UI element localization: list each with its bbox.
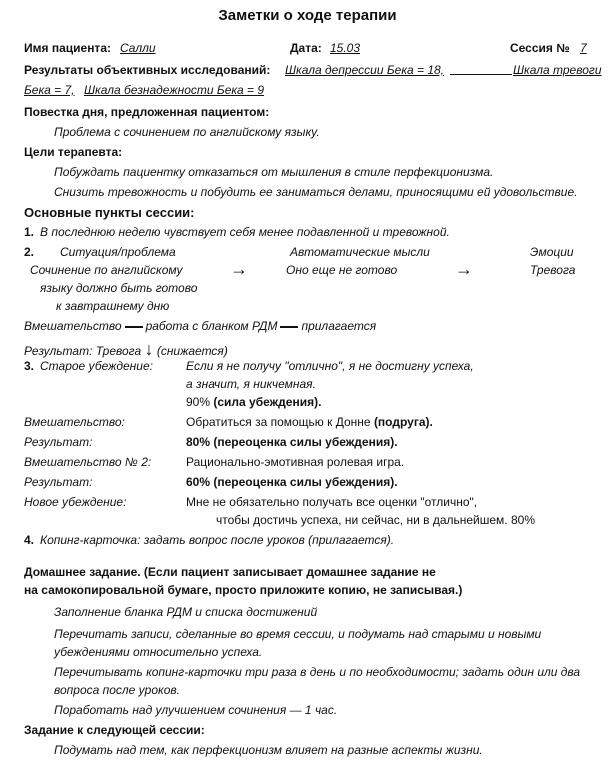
patient-label: Имя пациента: <box>24 41 111 55</box>
intervention-2-label: Вмешательство № 2: <box>24 455 152 469</box>
result-text: (снижается) <box>156 344 228 358</box>
point-1-text: В последнюю неделю чувствует себя менее подавленной и тревожной. <box>40 225 450 239</box>
date-label: Дата: <box>290 41 322 55</box>
intervention-line <box>24 320 376 332</box>
blank-line <box>450 64 512 77</box>
result-1-label: Результат: <box>24 435 93 449</box>
hopelessness-score: Шкала безнадежности Бека = 9 <box>84 83 265 97</box>
session-number: 7 <box>580 41 587 55</box>
session-label: Сессия № <box>510 41 570 55</box>
new-belief-line: чтобы достичь успеха, ни сейчас, ни в дальнейшем. 80% <box>216 513 535 527</box>
old-belief-strength: 90% <box>186 395 211 409</box>
new-belief-line: Мне не обязательно получать все оценки "отлично", <box>186 495 478 509</box>
homework-item: вопроса после уроков. <box>54 683 180 697</box>
goals-heading: Цели терапевта: <box>24 145 123 159</box>
intervention-1-line <box>186 416 433 428</box>
intervention-suffix: прилагается <box>301 319 377 333</box>
dash-icon <box>280 326 298 328</box>
emotions-header: Эмоции <box>530 245 574 259</box>
arrow-right-icon: → <box>230 259 248 279</box>
old-belief-line: а значит, я никчемная. <box>186 377 316 391</box>
new-belief-label: Новое убеждение: <box>24 495 127 509</box>
main-points-heading: Основные пункты сессии: <box>24 205 195 220</box>
result-1-text: 80% (переоценка силы убеждения). <box>186 435 398 449</box>
arrow-down-icon: ↓ <box>144 339 154 359</box>
intervention-1-note: (подруга). <box>373 415 433 429</box>
homework-item: Перечитать записи, сделанные во время сессии, и подумать над старыми и новыми <box>54 627 542 641</box>
point-number: 2. <box>24 245 35 259</box>
situation-header: Ситуация/проблема <box>60 245 176 259</box>
thoughts-header: Автоматические мысли <box>290 245 430 259</box>
homework-item: Перечитывать копинг-карточки три раза в день и по необходимости; задать один или два <box>54 665 581 679</box>
result-line <box>24 340 228 358</box>
dash-icon <box>125 326 143 328</box>
next-session-heading: Задание к следующей сессии: <box>24 723 205 737</box>
results-label: Результаты объективных исследований: <box>24 63 271 77</box>
situation-line: языку должно быть готово <box>40 281 198 295</box>
result-2-text: 60% (переоценка силы убеждения). <box>186 475 398 489</box>
intervention-1-label: Вмешательство: <box>24 415 125 429</box>
goal-item: Побуждать пациентку отказаться от мышления в стиле перфекционизма. <box>54 165 494 179</box>
page-title: Заметки о ходе терапии <box>218 7 397 24</box>
next-session-text: Подумать над тем, как перфекционизм влияет на разные аспекты жизни. <box>54 743 483 757</box>
agenda-text: Проблема с сочинением по английскому языку. <box>54 125 320 139</box>
anxiety-scale-label: Шкала тревоги <box>513 63 602 77</box>
intervention-text: работа с бланком РДМ <box>145 319 278 333</box>
homework-heading: Домашнее задание. (Если пациент записывает домашнее задание не <box>24 565 436 579</box>
automatic-thought: Оно еще не готово <box>286 263 398 277</box>
anxiety-score: Бека = 7, <box>24 83 75 97</box>
old-belief-strength-note: (сила убеждения). <box>213 395 322 409</box>
homework-item: Поработать над улучшением сочинения — 1 час. <box>54 703 338 717</box>
arrow-right-icon: → <box>455 259 473 279</box>
homework-item: убеждениями относительно успеха. <box>54 645 263 659</box>
intervention-label: Вмешательство <box>24 319 122 333</box>
old-belief-line: Если я не получу "отлично", я не достигну успеха, <box>186 359 474 373</box>
date-value: 15.03 <box>330 41 361 55</box>
homework-item: Заполнение бланка РДМ и списка достижений <box>54 605 318 619</box>
intervention-2-text: Рационально-эмотивная ролевая игра. <box>186 455 405 469</box>
intervention-1-text: Обратиться за помощью к Донне <box>186 415 371 429</box>
point-4-text: Копинг-карточка: задать вопрос после уроков (прилагается). <box>40 533 395 547</box>
old-belief-label: Старое убеждение: <box>40 359 153 373</box>
emotion: Тревога <box>530 263 576 277</box>
point-number: 3. <box>24 359 35 373</box>
old-belief-strength-line <box>186 396 321 408</box>
point-number: 1. <box>24 225 35 239</box>
point-number: 4. <box>24 533 35 547</box>
result-2-label: Результат: <box>24 475 93 489</box>
situation-line: к завтрашнему дню <box>56 299 170 313</box>
result-label: Результат: Тревога <box>24 344 142 358</box>
homework-heading: на самокопировальной бумаге, просто приложите копию, не записывая.) <box>24 583 463 597</box>
goal-item: Снизить тревожность и побудить ее заниматься делами, приносящими ей удовольствие. <box>54 185 578 199</box>
bdi-score: Шкала депрессии Бека = 18, <box>285 63 445 77</box>
patient-name: Салли <box>120 41 156 55</box>
situation-line: Сочинение по английскому <box>30 263 183 277</box>
agenda-heading: Повестка дня, предложенная пациентом: <box>24 105 270 119</box>
